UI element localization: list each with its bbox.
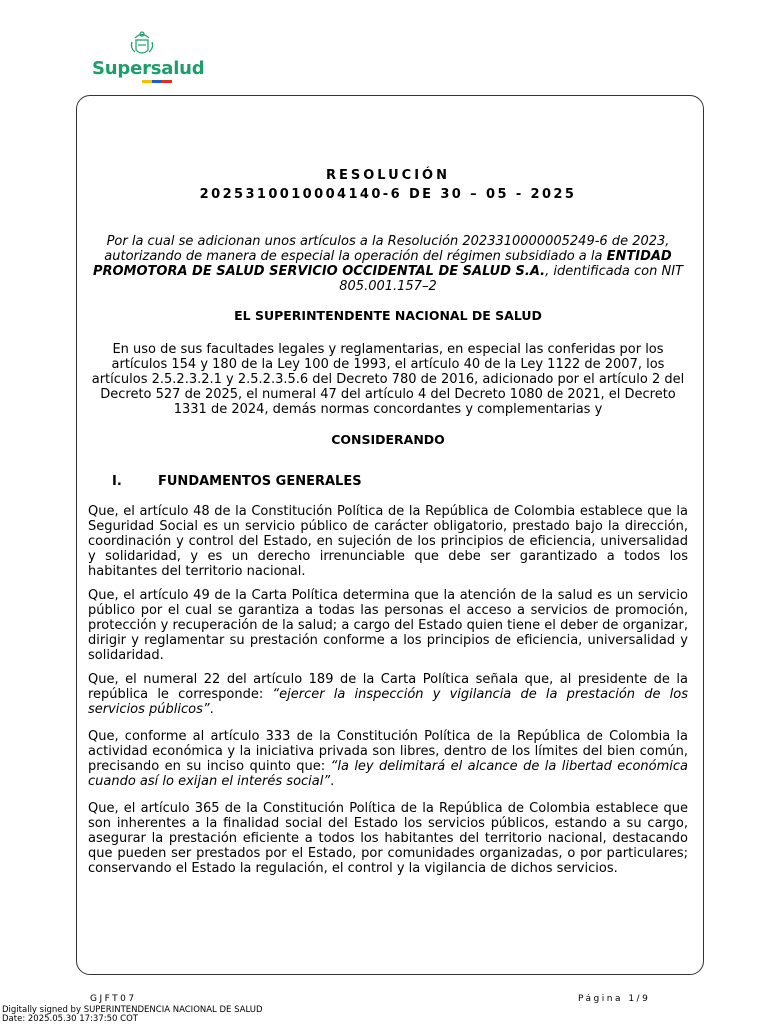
paragraph-1: Que, el artículo 48 de la Constitución Política de la República de Colombia establece que la Seguridad Social es un servicio público de carácter obligatorio, prestado bajo la dirección, coordinación y control del Estado, en sujeción de los principios de eficiencia, universalidad y solidaridad, y es un derecho irrenunciable que debe ser garantizado a todos los habitantes del territorio nacional. bbox=[88, 504, 688, 579]
brand-name: Supersalud bbox=[92, 58, 205, 79]
section-heading bbox=[88, 474, 688, 489]
section-title: FUNDAMENTOS GENERALES bbox=[158, 474, 362, 489]
resolution-subject: Por la cual se adicionan unos artículos a la Resolución 2023310000005249-6 de 2023, autorizando de manera de especial la operación del régimen subsidiado a la ENTIDAD PROMOTORA DE SALUD SERVICIO OCCIDENTAL DE SALUD S.A., identificada con NIT 805.001.157–2 bbox=[92, 234, 684, 294]
paragraph-4: Que, conforme al artículo 333 de la Constitución Política de la República de Colombia la actividad económica y la iniciativa privada son libres, dentro de los límites del bien común, precisando en su inciso quinto que: “la ley delimitará el alcance de la libertad económica cuando así lo exijan el interés social”. bbox=[88, 729, 688, 789]
authority-heading: EL SUPERINTENDENTE NACIONAL DE SALUD bbox=[234, 308, 542, 323]
resolution-number: 2025310010004140-6 DE 30 – 05 - 2025 bbox=[199, 187, 577, 202]
resolution-title: RESOLUCIÓN bbox=[326, 168, 450, 183]
signature-line: Digitally signed by SUPERINTENDENCIA NACIONAL DE SALUD bbox=[2, 1005, 263, 1015]
brand-stripe bbox=[142, 80, 172, 83]
signature-date: Date: 2025.05.30 17:37:50 COT bbox=[2, 1014, 138, 1024]
paragraph-5: Que, el artículo 365 de la Constitución Política de la República de Colombia establece que son inherentes a la finalidad social del Estado los servicios públicos, estando a su cargo, asegurar la prestación eficiente a todos los habitantes del territorio nacional, destacando que pueden ser prestados por el Estado, por comunidades organizadas, o por particulares; conservando el Estado la regulación, el control y la vigilancia de dichos servicios. bbox=[88, 801, 688, 876]
entity-name: ENTIDAD PROMOTORA DE SALUD SERVICIO OCCIDENTAL DE SALUD S.A. bbox=[92, 249, 672, 279]
paragraph-3: Que, el numeral 22 del artículo 189 de la Carta Política señala que, al presidente de la república le corresponde: “ejercer la inspección y vigilancia de la prestación de los servicios públicos”. bbox=[88, 672, 688, 717]
page-number: Página 1/9 bbox=[578, 994, 651, 1004]
quote: “la ley delimitará el alcance de la libertad económica cuando así lo exijan el interés social” bbox=[88, 759, 688, 789]
section-number: I. bbox=[112, 474, 122, 489]
considering-heading: CONSIDERANDO bbox=[331, 432, 445, 447]
paragraph-2: Que, el artículo 49 de la Carta Política determina que la atención de la salud es un servicio público por el cual se garantiza a todas las personas el acceso a servicios de promoción, protección y recuperación de la salud; a cargo del Estado quien tiene el deber de organizar, dirigir y reglamentar su prestación conforme a los principios de eficiencia, universalidad y solidaridad. bbox=[88, 588, 688, 663]
form-code: GJFT07 bbox=[90, 994, 137, 1004]
colombia-shield-icon bbox=[127, 28, 157, 60]
quote: “ejercer la inspección y vigilancia de la prestación de los servicios públicos” bbox=[88, 687, 688, 717]
supersalud-logo bbox=[90, 28, 205, 84]
powers-paragraph: En uso de sus facultades legales y reglamentarias, en especial las conferidas por los artículos 154 y 180 de la Ley 100 de 1993, el artículo 40 de la Ley 1122 de 2007, los artículos 2.5.2.3.2.1 y 2.5.2.3.5.6 del Decreto 780 de 2016, adicionado por el artículo 2 del Decreto 527 de 2025, el numeral 47 del artículo 4 del Decreto 1080 de 2021, el Decreto 1331 de 2024, demás normas concordantes y complementarias y bbox=[91, 342, 685, 417]
